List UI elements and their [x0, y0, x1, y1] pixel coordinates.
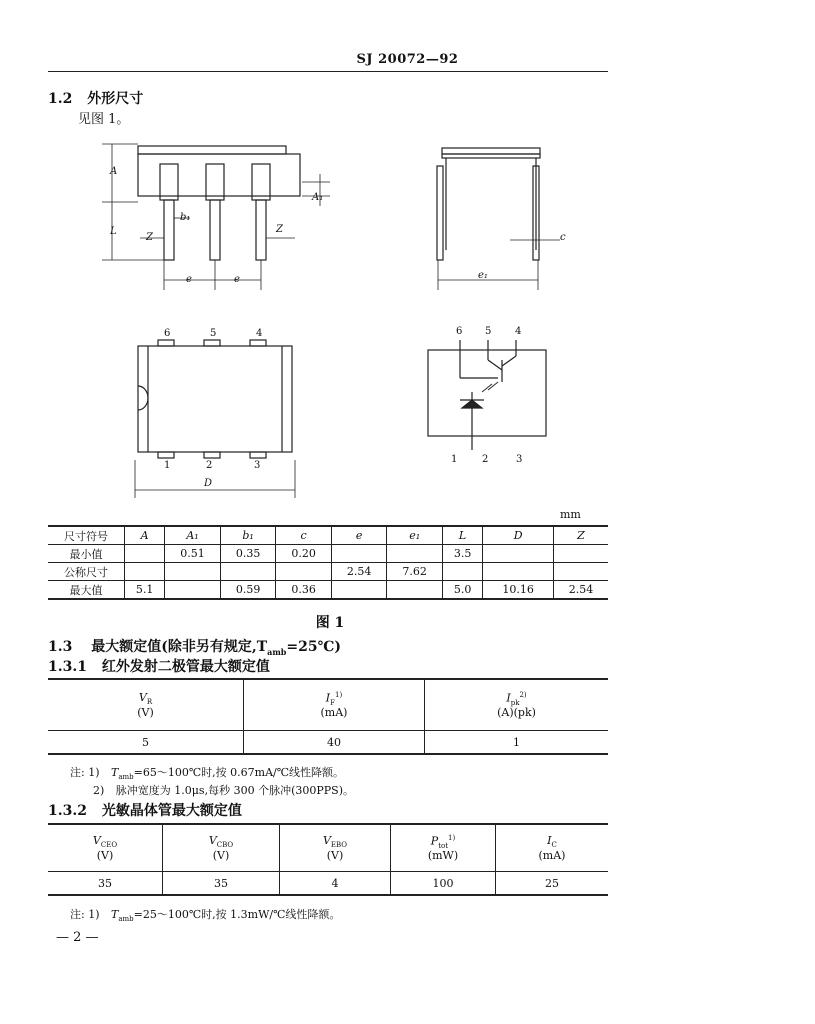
section-number: 1.3 — [48, 639, 73, 655]
dim-label-A1: A₁ — [312, 192, 324, 203]
table-cell: 0.20 — [276, 545, 332, 563]
phototransistor-rating-table — [48, 823, 608, 896]
section-number: 1.3.1 — [48, 659, 87, 675]
table-cell: 7.62 — [387, 563, 443, 581]
table-header-cell: b₁ — [220, 526, 276, 545]
table-cell — [387, 545, 443, 563]
figure-caption: 图 1 — [315, 615, 345, 631]
pin-label: 4 — [256, 328, 263, 339]
section-1-3-heading — [48, 636, 341, 657]
table-cell — [331, 545, 387, 563]
figure-1-drawing — [90, 130, 570, 505]
table-cell: 35 — [48, 872, 163, 896]
table-cell — [331, 581, 387, 600]
table-cell: 5.1 — [125, 581, 165, 600]
top-view — [135, 340, 295, 498]
table-header-cell: $V_{CBO}$ (V) — [163, 824, 280, 872]
table-header-cell: $V_R$ (V) — [48, 679, 244, 731]
table-header-cell: A₁ — [165, 526, 221, 545]
pt-note-1: 注: 1) $T_{amb}=25\sim 100℃$时,按 1.3mW/℃线性降额。 — [70, 908, 341, 924]
section-1-3-2-heading — [48, 800, 242, 820]
pin-label: 1 — [164, 460, 171, 471]
table-header-cell: c — [276, 526, 332, 545]
table-cell: 5 — [48, 731, 244, 755]
pin-label: 6 — [456, 326, 463, 337]
table-cell — [276, 563, 332, 581]
table-header-cell: $V_{EBO}$ (V) — [280, 824, 391, 872]
table-header-cell: e₁ — [387, 526, 443, 545]
table-cell — [387, 581, 443, 600]
pin-label: 2 — [482, 454, 489, 465]
table-header-cell: 尺寸符号 — [48, 526, 125, 545]
table-cell: 0.51 — [165, 545, 221, 563]
table-header-row — [48, 526, 608, 545]
dimension-table — [48, 525, 608, 600]
pin-label: 4 — [515, 326, 522, 337]
table-cell: 2.54 — [554, 581, 609, 600]
table-cell — [125, 545, 165, 563]
table-cell: 0.59 — [220, 581, 276, 600]
pin-label: 1 — [451, 454, 458, 465]
pin-label: 5 — [485, 326, 492, 337]
table-cell — [165, 563, 221, 581]
table-header-cell: $I_C$ (mA) — [496, 824, 609, 872]
pin-label: 3 — [516, 454, 523, 465]
table-header-cell: e — [331, 526, 387, 545]
table-row — [48, 872, 608, 896]
schematic — [428, 340, 546, 450]
table-cell — [483, 545, 554, 563]
dim-label-c: c — [560, 232, 566, 243]
table-cell: 40 — [244, 731, 425, 755]
table-cell — [220, 563, 276, 581]
table-cell: 0.36 — [276, 581, 332, 600]
ir-note-2: 2) 脉冲宽度为 1.0μs,每秒 300 个脉冲(300PPS)。 — [93, 784, 354, 797]
section-number: 1.2 — [48, 91, 73, 107]
dim-label-e1: e₁ — [478, 270, 488, 281]
table-header-cell: D — [483, 526, 554, 545]
table-cell: 35 — [163, 872, 280, 896]
dim-label-e-1: e — [186, 274, 192, 285]
table-header-cell: Z — [554, 526, 609, 545]
pin-label: 5 — [210, 328, 217, 339]
table-cell: 0.35 — [220, 545, 276, 563]
table-cell: 10.16 — [483, 581, 554, 600]
table-row — [48, 731, 608, 755]
table-cell — [554, 563, 609, 581]
table-header-cell: $I_{pk}^{2)}$ (A)(pk) — [425, 679, 609, 731]
dim-label-e-2: e — [234, 274, 240, 285]
row-label: 最小值 — [48, 545, 125, 563]
table-row — [48, 563, 608, 581]
table-cell: 2.54 — [331, 563, 387, 581]
section-number: 1.3.2 — [48, 803, 87, 819]
table-header-cell: L — [442, 526, 482, 545]
side-view — [437, 148, 560, 290]
unit-label: mm — [560, 508, 581, 521]
pin-label: 2 — [206, 460, 213, 471]
section-1-3-1-heading — [48, 656, 270, 676]
table-cell: 5.0 — [442, 581, 482, 600]
section-title: 红外发射二极管最大额定值 — [101, 659, 270, 675]
dim-label-Z-right: Z — [276, 224, 283, 235]
dim-label-L: L — [110, 226, 117, 237]
section-title: 光敏晶体管最大额定值 — [101, 803, 242, 819]
section-1-2-heading — [48, 88, 143, 108]
table-header-cell: $P_{tot}^{1)}$ (mW) — [391, 824, 496, 872]
table-row — [48, 545, 608, 563]
header-rule — [48, 71, 608, 72]
ir-note-1: 注: 1) $T_{amb}=65\sim 100℃$时,按 0.67mA/℃线性降额。 — [70, 766, 345, 782]
table-cell — [483, 563, 554, 581]
table-cell — [125, 563, 165, 581]
section-title: 最大额定值(除非另有规定$,T_{amb}=25℃$) — [91, 639, 342, 657]
table-cell — [554, 545, 609, 563]
pin-label: 3 — [254, 460, 261, 471]
dim-label-A: A — [110, 166, 118, 177]
table-cell: 4 — [280, 872, 391, 896]
dim-label-b1: b₁ — [180, 212, 191, 223]
front-view — [102, 144, 330, 290]
table-cell: 3.5 — [442, 545, 482, 563]
running-header: SJ 20072—92 — [356, 52, 459, 67]
table-cell: 25 — [496, 872, 609, 896]
table-header-cell: A — [125, 526, 165, 545]
table-header-row — [48, 679, 608, 731]
table-header-row — [48, 824, 608, 872]
table-cell — [165, 581, 221, 600]
table-row — [48, 581, 608, 600]
page-number: — 2 — — [56, 930, 99, 945]
pin-label: 6 — [164, 328, 171, 339]
dim-label-Z-left: Z — [146, 232, 153, 243]
row-label: 最大值 — [48, 581, 125, 600]
table-header-cell: $V_{CEO}$ (V) — [48, 824, 163, 872]
table-cell: 100 — [391, 872, 496, 896]
section-1-2-subtitle: 见图 1。 — [78, 112, 130, 127]
table-cell: 1 — [425, 731, 609, 755]
row-label: 公称尺寸 — [48, 563, 125, 581]
table-cell — [442, 563, 482, 581]
section-title: 外形尺寸 — [87, 91, 144, 107]
table-header-cell: $I_F^{1)}$ (mA) — [244, 679, 425, 731]
dim-label-D: D — [204, 478, 213, 489]
ir-diode-rating-table — [48, 678, 608, 755]
